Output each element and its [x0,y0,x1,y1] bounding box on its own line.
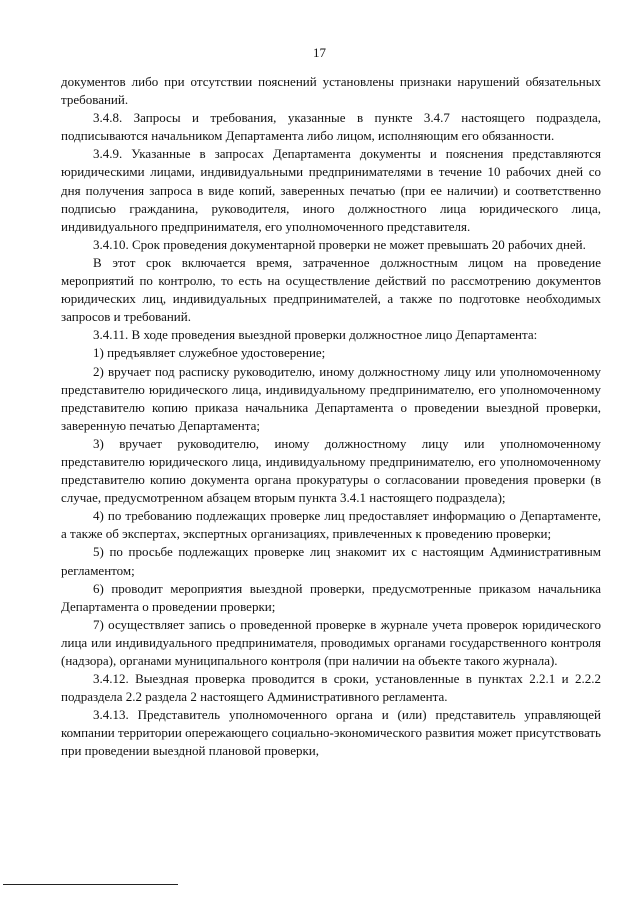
body-text [61,73,601,761]
footnote-divider [3,884,178,885]
paragraph-3-4-11: 3.4.11. В ходе проведения выездной проверки должностное лицо Департамента: [93,327,538,343]
list-item-6: 6) проводит мероприятия выездной проверки, предусмотренные приказом начальника Департамента о проведении проверки; [61,580,601,614]
paragraph-3-4-12: 3.4.12. Выездная проверка проводится в сроки, установленные в пунктах 2.2.1 и 2.2.2 подраздела 2.2 раздела 2 настоящего Административного регламента. [61,671,601,705]
paragraph-3-4-9: 3.4.9. Указанные в запросах Департамента документы и пояснения представляются юридическими лицами, индивидуальными предпринимателями в течение 10 рабочих дней со дня получения запроса в виде копий, заверенных печатью (при ее наличии) и соответственно подписью гражданина, руководителя, иного должностного лица юридического лица, индивидуального предпринимателя, его уполномоченного представителя. [61,146,601,234]
list-item-3: 3) вручает руководителю, иному должностному лицу или уполномоченному представителю юридического лица, индивидуальному предпринимателю, его уполномоченному представителю копию документа органа прокуратуры о согласовании проведения проверки (в случае, предусмотренном абзацем вторым пункта 3.4.1 настоящего подраздела); [61,435,601,506]
paragraph-3-4-13: 3.4.13. Представитель уполномоченного органа и (или) представитель управляющей компании территории опережающего социально-экономического развития может присутствовать при проведении выездной плановой проверки, [61,707,601,759]
list-item-4: 4) по требованию подлежащих проверке лиц предоставляет информацию о Департаменте, а также об экспертах, экспертных организациях, привлеченных к проведению проверки; [61,508,601,542]
paragraph-3-4-10: 3.4.10. Срок проведения документарной проверки не может превышать 20 рабочих дней. [93,236,586,252]
paragraph-time-period: В этот срок включается время, затраченное должностным лицом на проведение мероприятий по контролю, то есть на осуществление действий по рассмотрению документов юридических лиц, индивидуальных предпринимателей, а также по подготовке необходимых запросов и требований. [61,254,601,325]
list-item-7: 7) осуществляет запись о проведенной проверке в журнале учета проверок юридического лица или индивидуального предпринимателя, проводимых органами государственного контроля (надзора), органами муниципального контроля (при наличии на объекте такого журнала). [61,616,601,668]
list-item-5: 5) по просьбе подлежащих проверке лиц знакомит их с настоящим Административным регламентом; [61,544,601,578]
list-item-1: 1) предъявляет служебное удостоверение; [93,345,326,361]
paragraph-continuation: документов либо при отсутствии пояснений установлены признаки нарушений обязательных требований. [61,74,601,108]
paragraph-3-4-8: 3.4.8. Запросы и требования, указанные в пункте 3.4.7 настоящего подраздела, подписываются начальником Департамента либо лицом, исполняющим его обязанности. [61,110,601,144]
list-item-2: 2) вручает под расписку руководителю, иному должностному лицу или уполномоченному представителю юридического лица, индивидуальному предпринимателю, его уполномоченному представителю копию приказа начальника Департамента о проведении выездной проверки, заверенную печатью Департамента; [61,363,601,433]
page-number: 17 [313,45,326,60]
